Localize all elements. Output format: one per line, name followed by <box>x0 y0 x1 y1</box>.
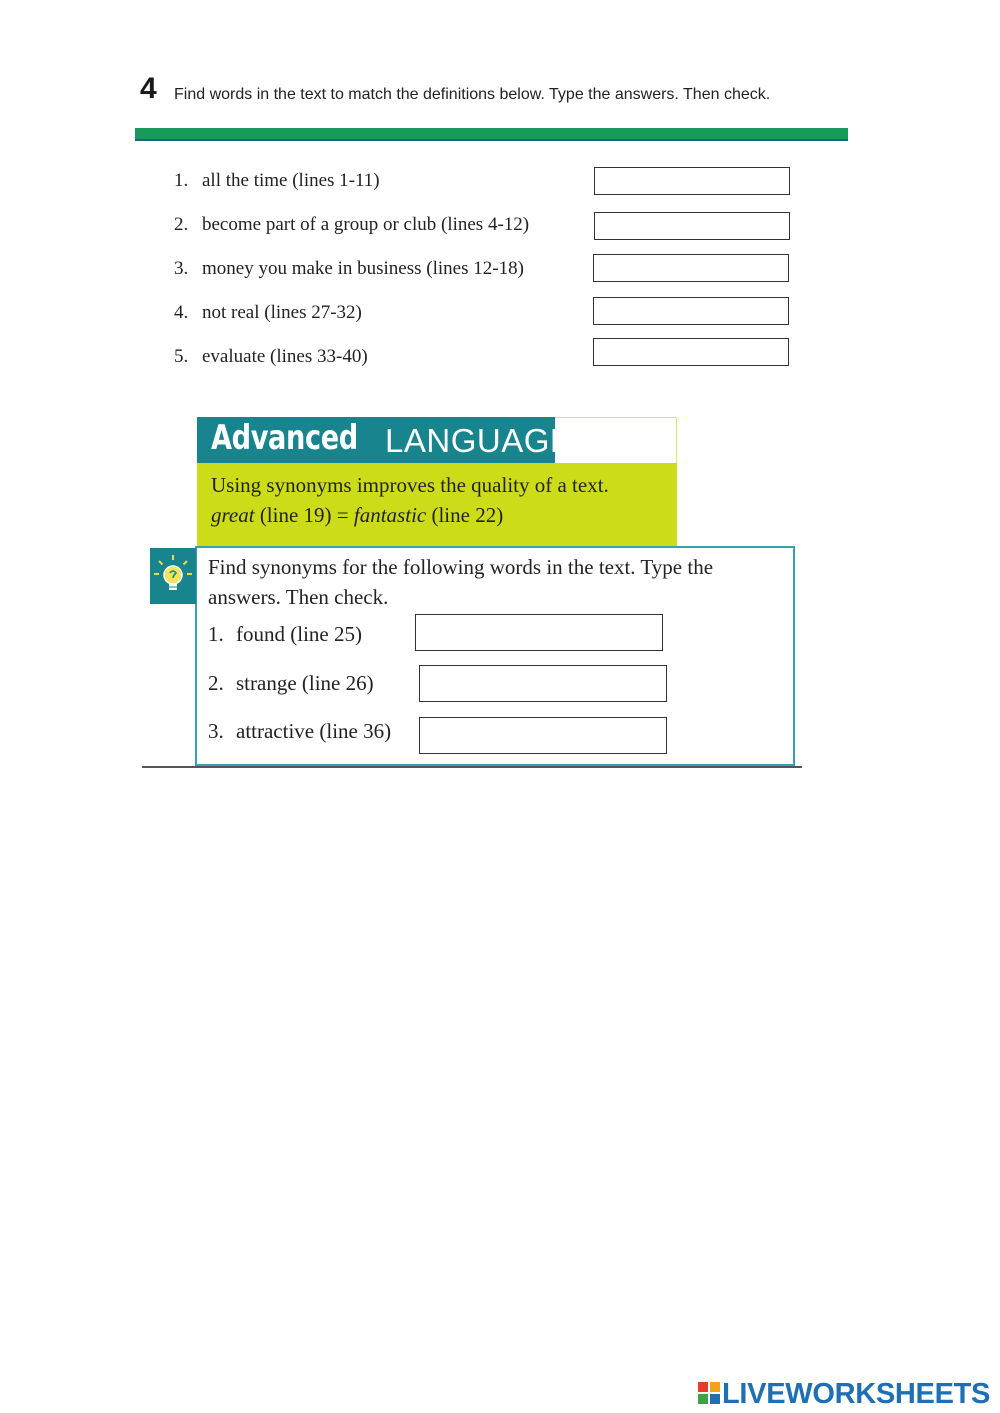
item-text: evaluate (lines 33-40) <box>202 346 368 367</box>
item-number: 5. <box>174 346 189 367</box>
definition-item-5 <box>174 346 368 368</box>
tip-example <box>211 503 503 528</box>
definition-item-4 <box>174 302 362 324</box>
title-language: LANGUAGE <box>385 422 573 459</box>
header-tab-decoration <box>555 417 677 463</box>
answer-input-1[interactable] <box>594 167 790 195</box>
item-text: attractive (line 36) <box>236 719 392 743</box>
synonym-item-2 <box>208 671 374 696</box>
item-text: money you make in business (lines 12-18) <box>202 258 524 279</box>
synonyms-instruction: Find synonyms for the following words in the text. Type the answers. Then check. <box>208 555 714 609</box>
item-number: 2. <box>208 671 224 695</box>
answer-input-3[interactable] <box>593 254 789 282</box>
definition-item-1 <box>174 170 380 192</box>
example-word-great: great <box>211 503 255 527</box>
item-text: become part of a group or club (lines 4-12) <box>202 214 530 235</box>
definition-item-3 <box>174 258 524 280</box>
answer-input-4[interactable] <box>593 297 789 325</box>
item-text: strange (line 26) <box>236 671 374 695</box>
item-number: 1. <box>174 170 189 191</box>
synonym-input-2[interactable] <box>419 665 667 702</box>
item-number: 3. <box>208 719 224 743</box>
example-word-fantastic: fantastic <box>353 503 427 527</box>
item-number: 1. <box>208 622 224 646</box>
synonym-input-1[interactable] <box>415 614 663 651</box>
item-number: 2. <box>174 214 189 235</box>
logo-mark-icon <box>698 1382 724 1406</box>
example-ref-2: (line 22) <box>426 503 504 527</box>
definition-item-2 <box>174 214 529 236</box>
answer-input-5[interactable] <box>593 338 789 366</box>
tip-line: Using synonyms improves the quality of a text. <box>211 473 609 497</box>
synonym-input-3[interactable] <box>419 717 667 754</box>
exercise-number: 4 <box>140 72 157 105</box>
synonym-item-1 <box>208 622 362 647</box>
title-advanced: Advanced <box>211 418 358 458</box>
exercise-instruction: Find words in the text to match the definitions below. Type the answers. Then check. <box>174 86 771 103</box>
item-number: 3. <box>174 258 189 279</box>
answer-input-2[interactable] <box>594 212 790 240</box>
advanced-language-title <box>197 417 573 463</box>
lightbulb-icon <box>150 548 196 604</box>
item-number: 4. <box>174 302 189 323</box>
logo-text: LIVEWORKSHEETS <box>722 1378 991 1410</box>
item-text: found (line 25) <box>236 622 362 646</box>
bottom-rule <box>142 766 802 768</box>
item-text: not real (lines 27-32) <box>202 302 362 323</box>
synonym-item-3 <box>208 719 391 744</box>
item-text: all the time (lines 1-11) <box>202 170 380 191</box>
section-divider <box>135 128 848 141</box>
example-ref-1: (line 19) = <box>254 503 354 527</box>
advanced-language-tip <box>197 463 677 547</box>
